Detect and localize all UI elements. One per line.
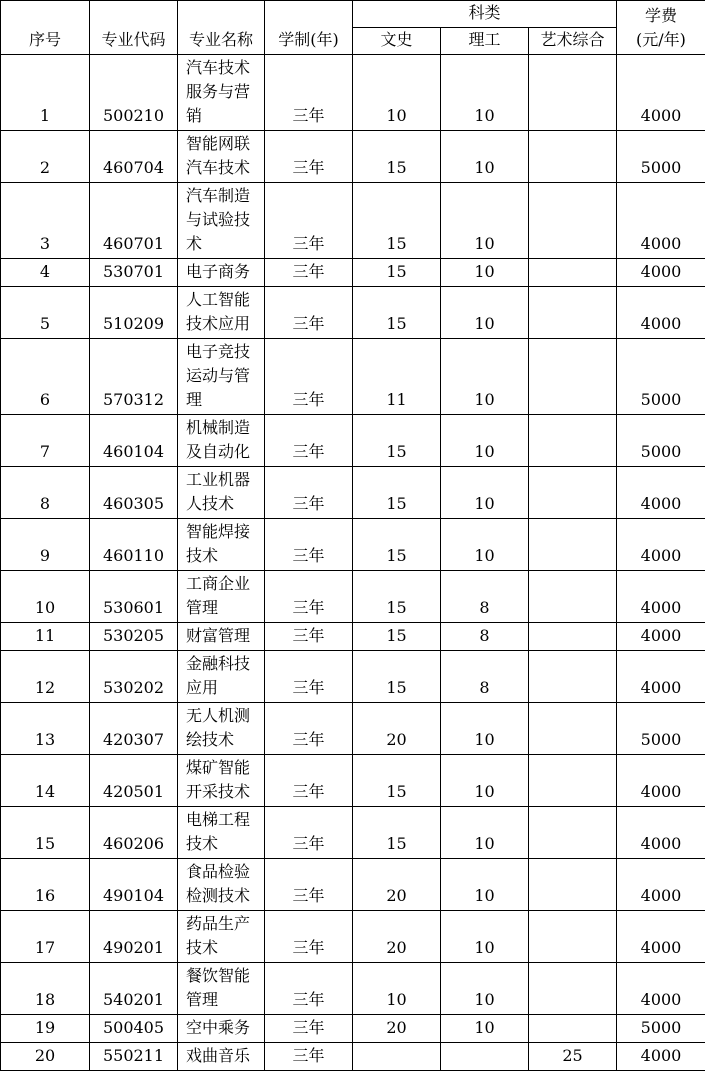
cell-duration: 三年	[265, 1015, 353, 1043]
cell-name-line: 服务与营	[186, 80, 263, 104]
cell-name-line: 餐饮智能	[186, 964, 263, 988]
cell-index: 7	[1, 415, 90, 467]
cell-index: 10	[1, 571, 90, 623]
cell-name-line: 药品生产	[186, 912, 263, 936]
table-body	[1, 55, 705, 1071]
cell-index: 14	[1, 755, 90, 807]
cell-name-line: 工业机器	[186, 468, 263, 492]
cell-code: 460305	[90, 467, 178, 519]
cell-duration: 三年	[265, 1043, 353, 1071]
cell-science: 10	[441, 755, 529, 807]
cell-name	[178, 339, 265, 415]
cell-code: 530701	[90, 259, 178, 287]
cell-name-line: 金融科技	[186, 652, 263, 676]
table-row	[1, 415, 705, 467]
cell-art	[529, 339, 617, 415]
table-row	[1, 259, 705, 287]
cell-name-line: 管理	[186, 596, 263, 620]
cell-name-line: 汽车技术	[186, 156, 263, 180]
cell-liberal-arts: 15	[353, 807, 441, 859]
cell-name-line: 绘技术	[186, 728, 263, 752]
cell-tuition: 5000	[617, 131, 705, 183]
cell-name-line: 电子商务	[186, 260, 263, 284]
header-name: 专业名称	[178, 1, 265, 55]
cell-duration: 三年	[265, 55, 353, 131]
cell-tuition: 4000	[617, 807, 705, 859]
cell-index: 6	[1, 339, 90, 415]
cell-tuition: 4000	[617, 1043, 705, 1071]
table-row	[1, 807, 705, 859]
cell-index: 1	[1, 55, 90, 131]
cell-science: 10	[441, 259, 529, 287]
cell-tuition: 4000	[617, 287, 705, 339]
cell-science: 10	[441, 859, 529, 911]
cell-name-line: 电子竞技	[186, 340, 263, 364]
cell-name	[178, 807, 265, 859]
cell-art	[529, 183, 617, 259]
cell-science: 10	[441, 519, 529, 571]
cell-code: 500210	[90, 55, 178, 131]
cell-science	[441, 1043, 529, 1071]
table-row	[1, 571, 705, 623]
cell-name	[178, 55, 265, 131]
header-row-top	[1, 1, 705, 28]
header-tuition-line2: (元/年)	[618, 28, 704, 52]
table-row	[1, 859, 705, 911]
cell-art	[529, 755, 617, 807]
header-tuition	[617, 1, 705, 55]
cell-liberal-arts: 15	[353, 755, 441, 807]
cell-science: 10	[441, 467, 529, 519]
cell-name-line: 技术	[186, 936, 263, 960]
cell-name-line: 无人机测	[186, 704, 263, 728]
cell-science: 10	[441, 131, 529, 183]
cell-index: 4	[1, 259, 90, 287]
cell-art	[529, 467, 617, 519]
cell-tuition: 5000	[617, 415, 705, 467]
cell-liberal-arts: 15	[353, 467, 441, 519]
cell-liberal-arts: 20	[353, 911, 441, 963]
cell-name-line: 空中乘务	[186, 1016, 263, 1040]
cell-name-line: 财富管理	[186, 624, 263, 648]
cell-liberal-arts: 20	[353, 859, 441, 911]
cell-tuition: 4000	[617, 755, 705, 807]
cell-science: 10	[441, 807, 529, 859]
cell-art	[529, 859, 617, 911]
cell-name	[178, 259, 265, 287]
cell-liberal-arts: 15	[353, 131, 441, 183]
cell-code: 460110	[90, 519, 178, 571]
cell-code: 570312	[90, 339, 178, 415]
cell-duration: 三年	[265, 963, 353, 1015]
cell-index: 20	[1, 1043, 90, 1071]
cell-name-line: 术	[186, 232, 263, 256]
cell-name-line: 智能焊接	[186, 520, 263, 544]
cell-name-line: 智能网联	[186, 132, 263, 156]
cell-art	[529, 1015, 617, 1043]
cell-liberal-arts: 10	[353, 55, 441, 131]
cell-duration: 三年	[265, 131, 353, 183]
cell-science: 10	[441, 339, 529, 415]
header-index: 序号	[1, 1, 90, 55]
cell-duration: 三年	[265, 703, 353, 755]
cell-code: 460104	[90, 415, 178, 467]
cell-duration: 三年	[265, 259, 353, 287]
cell-duration: 三年	[265, 859, 353, 911]
cell-tuition: 4000	[617, 623, 705, 651]
cell-name-line: 开采技术	[186, 780, 263, 804]
cell-name	[178, 467, 265, 519]
header-liberal-arts: 文史	[353, 28, 441, 55]
cell-index: 5	[1, 287, 90, 339]
cell-name	[178, 703, 265, 755]
cell-name-line: 检测技术	[186, 884, 263, 908]
cell-liberal-arts: 15	[353, 651, 441, 703]
table-row	[1, 911, 705, 963]
cell-code: 460206	[90, 807, 178, 859]
cell-code: 460701	[90, 183, 178, 259]
cell-duration: 三年	[265, 651, 353, 703]
cell-art	[529, 703, 617, 755]
cell-name-line: 机械制造	[186, 416, 263, 440]
cell-art	[529, 259, 617, 287]
cell-art	[529, 519, 617, 571]
cell-art	[529, 623, 617, 651]
cell-duration: 三年	[265, 339, 353, 415]
cell-science: 10	[441, 415, 529, 467]
cell-name-line: 技术	[186, 544, 263, 568]
cell-name-line: 与试验技	[186, 208, 263, 232]
cell-tuition: 4000	[617, 183, 705, 259]
cell-code: 490201	[90, 911, 178, 963]
cell-duration: 三年	[265, 911, 353, 963]
cell-index: 3	[1, 183, 90, 259]
table-row	[1, 339, 705, 415]
table-row	[1, 55, 705, 131]
cell-name-line: 运动与管	[186, 364, 263, 388]
cell-name-line: 戏曲音乐	[186, 1044, 263, 1068]
table-row	[1, 183, 705, 259]
cell-index: 2	[1, 131, 90, 183]
cell-tuition: 4000	[617, 651, 705, 703]
cell-index: 11	[1, 623, 90, 651]
cell-name	[178, 415, 265, 467]
cell-name	[178, 911, 265, 963]
cell-science: 10	[441, 963, 529, 1015]
cell-name-line: 人工智能	[186, 288, 263, 312]
cell-index: 12	[1, 651, 90, 703]
cell-art	[529, 55, 617, 131]
table-row	[1, 131, 705, 183]
cell-duration: 三年	[265, 807, 353, 859]
cell-tuition: 4000	[617, 963, 705, 1015]
cell-liberal-arts: 11	[353, 339, 441, 415]
cell-name-line: 技术	[186, 832, 263, 856]
cell-tuition: 4000	[617, 859, 705, 911]
cell-duration: 三年	[265, 183, 353, 259]
cell-code: 420307	[90, 703, 178, 755]
cell-index: 15	[1, 807, 90, 859]
cell-code: 530202	[90, 651, 178, 703]
cell-index: 8	[1, 467, 90, 519]
cell-duration: 三年	[265, 623, 353, 651]
cell-tuition: 4000	[617, 519, 705, 571]
cell-name	[178, 1043, 265, 1071]
cell-tuition: 4000	[617, 55, 705, 131]
header-category-group: 科类	[353, 1, 617, 28]
cell-art	[529, 571, 617, 623]
header-science: 理工	[441, 28, 529, 55]
cell-art	[529, 415, 617, 467]
cell-name	[178, 1015, 265, 1043]
cell-code: 530205	[90, 623, 178, 651]
cell-code: 510209	[90, 287, 178, 339]
cell-code: 540201	[90, 963, 178, 1015]
header-duration: 学制(年)	[265, 1, 353, 55]
cell-duration: 三年	[265, 467, 353, 519]
cell-liberal-arts	[353, 1043, 441, 1071]
cell-art	[529, 807, 617, 859]
cell-index: 16	[1, 859, 90, 911]
cell-code: 460704	[90, 131, 178, 183]
cell-liberal-arts: 20	[353, 1015, 441, 1043]
cell-liberal-arts: 15	[353, 415, 441, 467]
cell-science: 10	[441, 911, 529, 963]
cell-liberal-arts: 15	[353, 287, 441, 339]
cell-name-line: 理	[186, 388, 263, 412]
cell-name-line: 汽车技术	[186, 56, 263, 80]
cell-code: 500405	[90, 1015, 178, 1043]
table-row	[1, 623, 705, 651]
cell-liberal-arts: 15	[353, 571, 441, 623]
cell-tuition: 4000	[617, 467, 705, 519]
cell-name	[178, 859, 265, 911]
cell-liberal-arts: 15	[353, 183, 441, 259]
cell-duration: 三年	[265, 571, 353, 623]
cell-name-line: 及自动化	[186, 440, 263, 464]
cell-duration: 三年	[265, 287, 353, 339]
header-code: 专业代码	[90, 1, 178, 55]
cell-science: 10	[441, 703, 529, 755]
cell-art: 25	[529, 1043, 617, 1071]
cell-name-line: 工商企业	[186, 572, 263, 596]
cell-code: 490104	[90, 859, 178, 911]
header-tuition-line1: 学费	[618, 4, 704, 28]
cell-tuition: 4000	[617, 259, 705, 287]
cell-index: 18	[1, 963, 90, 1015]
cell-code: 550211	[90, 1043, 178, 1071]
cell-name	[178, 131, 265, 183]
table-row	[1, 467, 705, 519]
cell-name-line: 煤矿智能	[186, 756, 263, 780]
cell-name-line: 销	[186, 104, 263, 128]
cell-name-line: 技术应用	[186, 312, 263, 336]
cell-tuition: 4000	[617, 911, 705, 963]
cell-liberal-arts: 15	[353, 259, 441, 287]
cell-name	[178, 571, 265, 623]
cell-liberal-arts: 15	[353, 623, 441, 651]
cell-duration: 三年	[265, 755, 353, 807]
table-row	[1, 755, 705, 807]
cell-name	[178, 287, 265, 339]
cell-art	[529, 651, 617, 703]
cell-index: 17	[1, 911, 90, 963]
cell-art	[529, 287, 617, 339]
cell-liberal-arts: 10	[353, 963, 441, 1015]
cell-science: 10	[441, 183, 529, 259]
cell-name-line: 汽车制造	[186, 184, 263, 208]
cell-duration: 三年	[265, 519, 353, 571]
cell-index: 19	[1, 1015, 90, 1043]
table-row	[1, 1015, 705, 1043]
cell-science: 10	[441, 55, 529, 131]
cell-science: 10	[441, 287, 529, 339]
cell-duration: 三年	[265, 415, 353, 467]
cell-name-line: 人技术	[186, 492, 263, 516]
cell-name	[178, 519, 265, 571]
table-row	[1, 287, 705, 339]
cell-art	[529, 131, 617, 183]
cell-index: 9	[1, 519, 90, 571]
cell-science: 10	[441, 1015, 529, 1043]
cell-science: 8	[441, 571, 529, 623]
cell-name-line: 食品检验	[186, 860, 263, 884]
table-row	[1, 519, 705, 571]
cell-tuition: 4000	[617, 571, 705, 623]
cell-tuition: 5000	[617, 703, 705, 755]
cell-tuition: 5000	[617, 1015, 705, 1043]
cell-name	[178, 623, 265, 651]
cell-index: 13	[1, 703, 90, 755]
cell-liberal-arts: 20	[353, 703, 441, 755]
cell-name-line: 管理	[186, 988, 263, 1012]
cell-science: 8	[441, 651, 529, 703]
cell-name-line: 应用	[186, 676, 263, 700]
cell-name-line: 电梯工程	[186, 808, 263, 832]
cell-name	[178, 755, 265, 807]
cell-code: 420501	[90, 755, 178, 807]
table-row	[1, 703, 705, 755]
header-art: 艺术综合	[529, 28, 617, 55]
cell-liberal-arts: 15	[353, 519, 441, 571]
table-row	[1, 1043, 705, 1071]
cell-science: 8	[441, 623, 529, 651]
cell-tuition: 5000	[617, 339, 705, 415]
cell-art	[529, 911, 617, 963]
cell-name	[178, 651, 265, 703]
cell-code: 530601	[90, 571, 178, 623]
cell-name	[178, 183, 265, 259]
table-row	[1, 651, 705, 703]
